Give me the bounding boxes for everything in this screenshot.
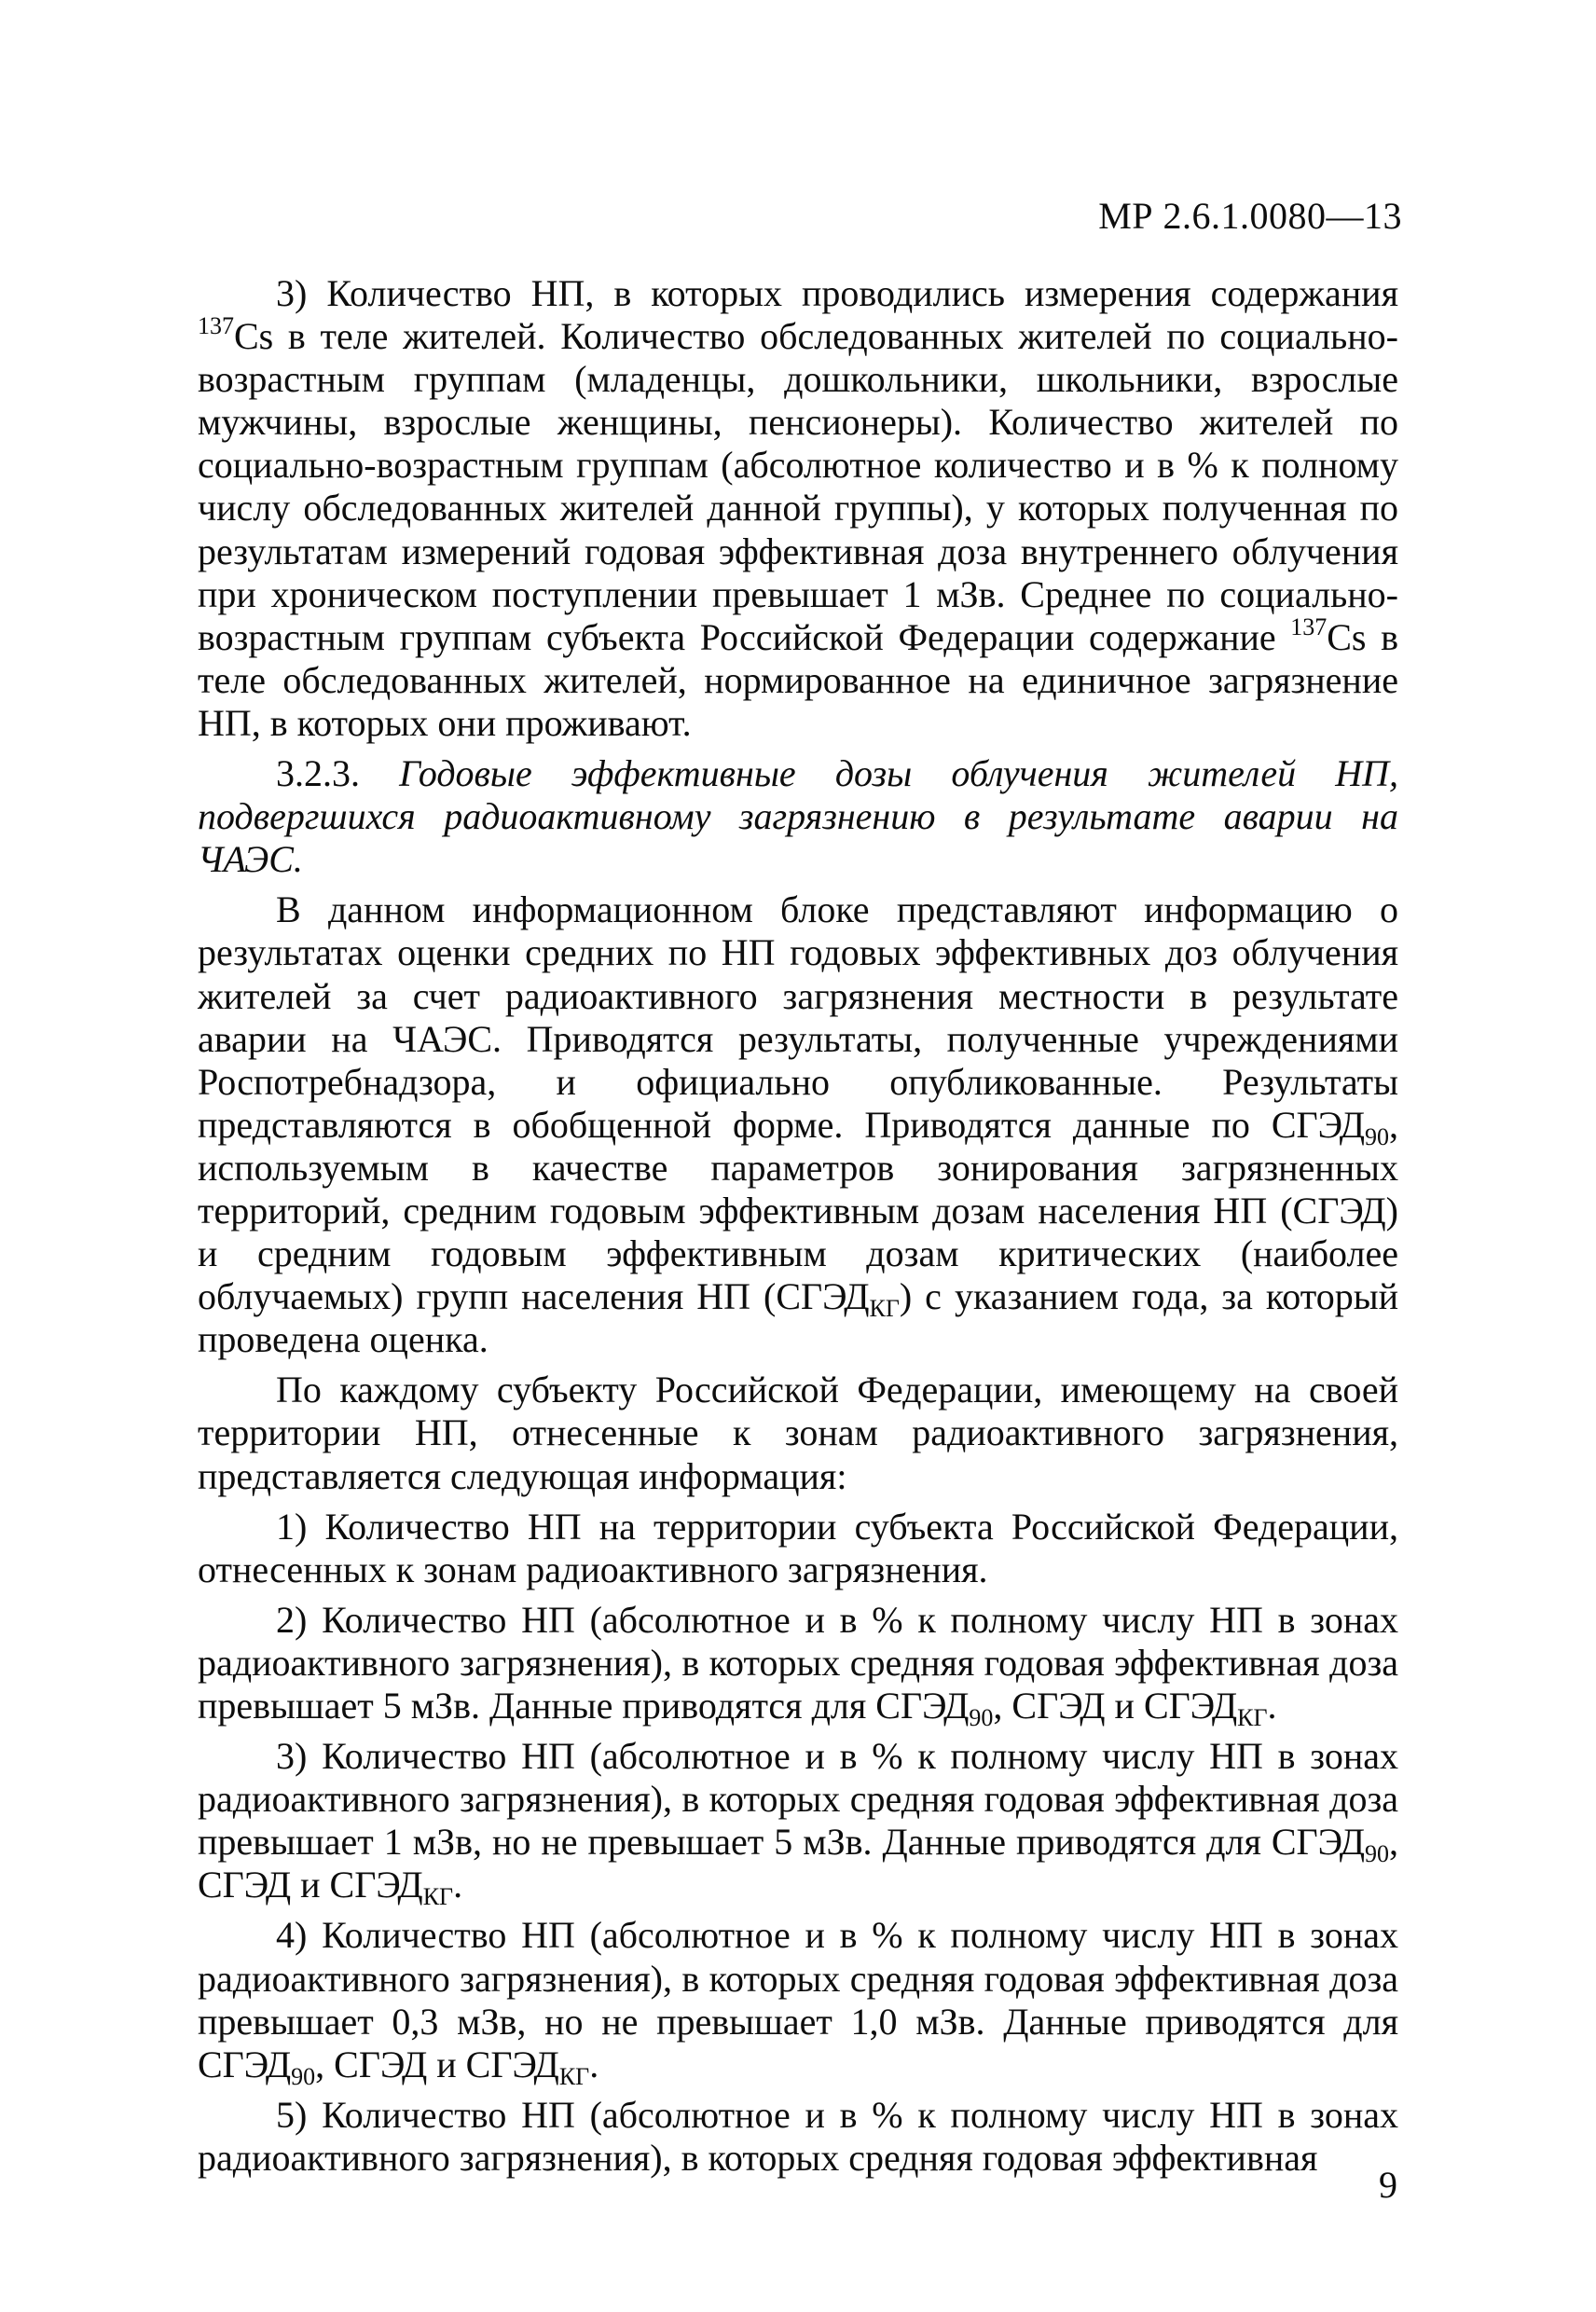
isotope-mass-number: 137 bbox=[1290, 612, 1328, 640]
subscript-index: КГ bbox=[869, 1295, 900, 1323]
paragraph-text: 3) Количество НП (абсолютное и в % к полному числу НП в зонах радиоактивного загрязнения), в которых средняя годовая эффективная доза превышает 1 мЗв, но не превышает 5 мЗв. Данные приводятся для СГЭД bbox=[198, 1735, 1398, 1864]
subscript-index: 90 bbox=[1365, 1122, 1389, 1150]
paragraph-text: ) с указанием года, за который проведена оценка. bbox=[198, 1275, 1399, 1361]
paragraph-text: . bbox=[589, 2043, 599, 2085]
paragraph-text: 3) Количество НП, в которых проводились измерения содержания bbox=[276, 272, 1398, 314]
subscript-index: 90 bbox=[969, 1704, 994, 1731]
paragraph-text: . bbox=[453, 1864, 463, 1906]
paragraph-text: , СГЭД и СГЭД bbox=[993, 1685, 1238, 1727]
paragraph-info-block bbox=[198, 888, 1398, 1361]
section-title: Годовые эффективные дозы облучения жителей НП, подвергшихся радиоактивному загрязнению в результате аварии на ЧАЭС. bbox=[198, 752, 1399, 881]
subscript-index: 90 bbox=[291, 2062, 316, 2090]
paragraph-text: Cs в теле жителей. Количество обследованных жителей по социально-возрастным группам (младенцы, дошкольники, школьники, взрослые мужчины, взрослые женщины, пенсионеры). Количество жителей по социально-возрастным группам (абсолютное количество и в % к полному числу обследованных жителей данной группы), у которых полученная по результатам измерений годовая эффективная доза внутреннего облучения при хроническом поступлении превышает 1 мЗв. Среднее по социально-возрастным группам субъекта Российской Федерации содержание bbox=[198, 315, 1398, 658]
paragraph-text: 4) Количество НП (абсолютное и в % к полному числу НП в зонах радиоактивного загрязнения), в которых средняя годовая эффективная доза превышает 0,3 мЗв, но не превышает 1,0 мЗв. Данные приводятся для СГЭД bbox=[198, 1914, 1398, 2085]
section-number: 3.2.3. bbox=[276, 752, 400, 795]
document-body bbox=[198, 272, 1398, 2180]
paragraph-text: 2) Количество НП (абсолютное и в % к полному числу НП в зонах радиоактивного загрязнения), в которых средняя годовая эффективная доза превышает 5 мЗв. Данные приводятся для СГЭД bbox=[198, 1598, 1398, 1727]
list-item-4 bbox=[198, 1914, 1398, 2090]
paragraph-text: В данном информационном блоке представляют информацию о результатах оценки средних по НП годовых эффективных доз облучения жителей за счет радиоактивного загрязнения местности в результате аварии на ЧАЭС. Приводятся результаты, полученные учреждениями Роспотребнадзора, и официально опубликованные. Результаты представляются в обобщенной форме. Приводятся данные по СГЭД bbox=[198, 888, 1398, 1146]
subscript-index: КГ bbox=[422, 1883, 454, 1911]
paragraph-text: , СГЭД и СГЭД bbox=[198, 1821, 1398, 1906]
document-code-header: МР 2.6.1.0080—13 bbox=[1098, 195, 1402, 237]
paragraph-text: Cs в теле обследованных жителей, нормированное на единичное загрязнение НП, в которых они проживают. bbox=[198, 615, 1398, 744]
list-item-1: 1) Количество НП на территории субъекта Российской Федерации, отнесенных к зонам радиоактивного загрязнения. bbox=[198, 1505, 1398, 1590]
paragraph-per-subject-intro: По каждому субъекту Российской Федерации, имеющему на своей территории НП, отнесенные к зонам радиоактивного загрязнения, представляется следующая информация: bbox=[198, 1369, 1398, 1497]
subscript-index: КГ bbox=[558, 2062, 590, 2090]
subscript-index: 90 bbox=[1365, 1840, 1389, 1868]
paragraph-cs137-measurements bbox=[198, 272, 1398, 745]
paragraph-text: , СГЭД и СГЭД bbox=[315, 2043, 559, 2085]
list-item-3 bbox=[198, 1735, 1398, 1911]
list-item-2 bbox=[198, 1598, 1398, 1731]
section-heading-3-2-3 bbox=[198, 752, 1398, 881]
list-item-5: 5) Количество НП (абсолютное и в % к полному числу НП в зонах радиоактивного загрязнения), в которых средняя годовая эффективная bbox=[198, 2093, 1398, 2179]
subscript-index: КГ bbox=[1237, 1704, 1268, 1731]
paragraph-text: . bbox=[1267, 1685, 1277, 1727]
isotope-mass-number: 137 bbox=[198, 312, 234, 340]
page-number: 9 bbox=[1379, 2164, 1397, 2206]
paragraph-text: , используемым в качестве параметров зонирования загрязненных территорий, средним годовым эффективным дозам населения НП (СГЭД) и средним годовым эффективным дозам критических (наиболее облучаемых) групп населения НП (СГЭД bbox=[198, 1103, 1398, 1318]
